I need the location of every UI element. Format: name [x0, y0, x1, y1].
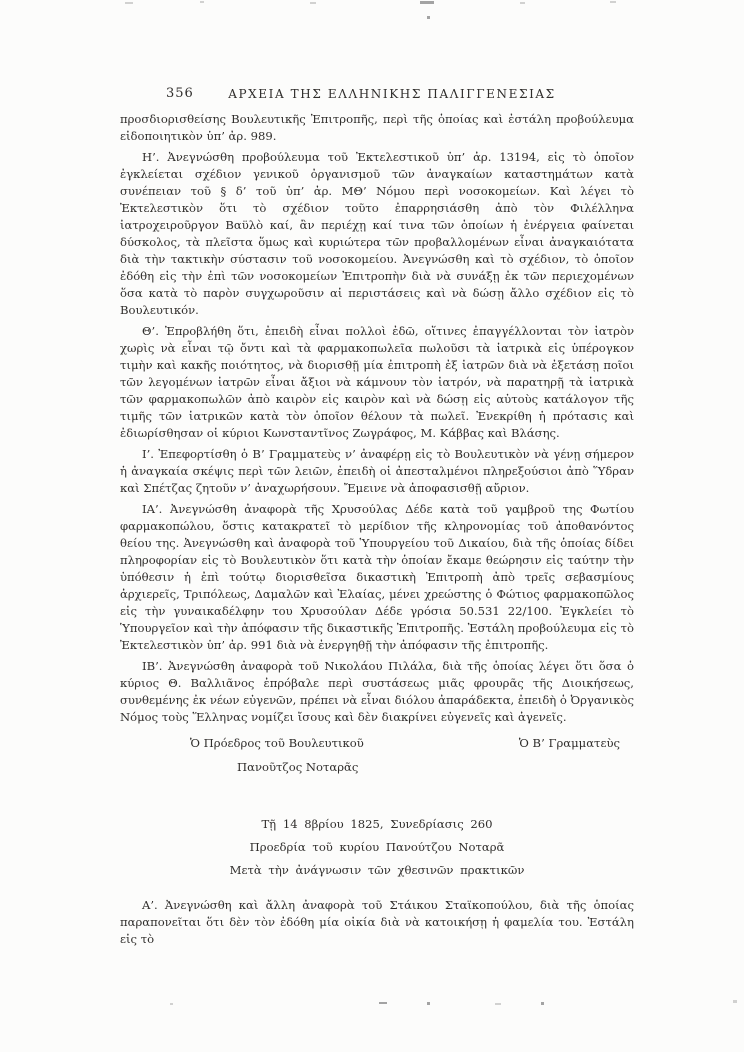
signature-secretary-title: Ὁ Β’ Γραμματεὺς — [518, 736, 620, 750]
scan-speck — [427, 1002, 430, 1005]
scan-speck — [200, 1, 204, 3]
paragraph-item-IA: ΙΑ’. Ἀνεγνώσθη ἀναφορὰ τῆς Χρυσούλας Δέδε κατὰ τοῦ γαμβροῦ της Φωτίου φαρμακοπώλου, ὅστις κατακρατεῖ τὸ μερίδιον τῆς κληρονομίας τοῦ ἀποθανόντος θείου της. Ἀνεγνώσθη καὶ ἀναφορὰ τοῦ Ὑπουργείου τοῦ Δικαίου, διὰ τῆς ὁποίας δίδει πληροφορίαν εἰς τὸ Βουλευτικὸν ὅτι κατὰ τὴν ὁποίαν ἔκαμε θεώρησιν εἰς ταύτην τὴν ὑπόθεσιν ἡ ἐπὶ τούτῳ διορισθεῖσα δικαστικὴ Ἐπιτροπὴ ἀπὸ τρεῖς σεβασμίους ἀρχιερεῖς, Τριπόλεως, Δαμαλῶν καὶ Ἐλαίας, μένει χρεώστης ὁ Φώτιος φαρμακοπῶλος εἰς τὴν γυναικαδέλφην του Χρυσούλαν Δέδε γρόσια 50.531 22/100. Ἐγκλείει τὸ Ὑπουργεῖον καὶ τὴν ἀπόφασιν τῆς δικαστικῆς Ἐπιτροπῆς. Ἐστάλη προβούλευμα εἰς τὸ Ἐκτελεστικὸν ὑπ’ ἀρ. 991 διὰ νὰ ἐνεργηθῇ τὴν ἀπόφασιν τῆς ἐπιτροπῆς. — [120, 502, 634, 652]
scan-speck — [520, 2, 525, 4]
paragraph-item-Th: Θ’. Ἐπροβλήθη ὅτι, ἐπειδὴ εἶναι πολλοὶ ἐδῶ, οἵτινες ἐπαγγέλλονται τὸν ἰατρὸν χωρὶς νὰ εἶναι τῷ ὄντι καὶ τὰ φαρμακοπωλεῖα πωλοῦσι τὰ ἰατρικὰ εἰς ὑπέρογκον τιμὴν καὶ κακῆς ποιότητος, νὰ διορισθῇ μία ἐπιτροπὴ ἐξ ἰατρῶν διὰ νὰ ἐξετάσῃ ποῖοι τῶν λεγομένων ἰατρῶν εἶναι ἄξιοι νὰ κάμνουν τὸν ἰατρόν, νὰ παρατηρῇ τὰ ἰατρικὰ τῶν φαρμακοπωλῶν ἀπὸ καιρὸν εἰς καιρὸν καὶ νὰ δώσῃ εἰς αὐτοὺς κατάλογον τῆς τιμῆς τῶν ἰατρικῶν κατὰ τὸν ὁποῖον θέλουν τὰ πωλεῖ. Ἐνεκρίθη ἡ πρότασις καὶ ἐδιωρίσθησαν οἱ κύριοι Κωνσταντῖνος Ζωγράφος, Μ. Κάββας καὶ Βλάσης. — [120, 324, 634, 440]
scan-speck — [125, 2, 133, 4]
scan-speck — [310, 2, 316, 4]
scan-speck — [495, 1003, 501, 1005]
session-presidency-line: Προεδρία τοῦ κυρίου Πανούτζου Νοταρᾶ — [249, 840, 505, 854]
paragraph-item-IB: ΙΒ’. Ἀνεγνώσθη ἀναφορὰ τοῦ Νικολάου Πιλάλα, διὰ τῆς ὁποίας λέγει ὅτι ὅσα ὁ κύριος Θ. Βαλλιᾶνος ἐπρόβαλε περὶ συστάσεως μιᾶς φρουρᾶς τῆς Διοικήσεως, συνθεμένης ἐκ νέων εὐγενῶν, πρέπει νὰ εἶναι διόλου ἀπαράδεκτα, ἐπειδὴ ὁ Ὀργανικὸς Νόμος τοὺς Ἕλληνας νομίζει ἴσους καὶ δὲν διακρίνει εὐγενεῖς καὶ ἀγενεῖς. — [120, 659, 634, 724]
paragraph-item-H: Η’. Ἀνεγνώσθη προβούλευμα τοῦ Ἐκτελεστικοῦ ὑπ’ ἀρ. 13194, εἰς τὸ ὁποῖον ἐγκλείεται σχέδιον γενικοῦ ὀργανισμοῦ τῶν ἀναγκαίων καταστημάτων κατὰ συνέπειαν τοῦ § δ’ τοῦ ὑπ’ ἀρ. ΜΘ’ Νόμου περὶ νοσοκομείων. Καὶ λέγει τὸ Ἐκτελεστικὸν ὅτι τὸ σχέδιον τοῦτο ἐπαρρησιάσθη ἀπὸ τὸν Φιλέλληνα ἰατροχειροῦργον Βαϋλὸ καί, ἂν περιέχῃ καί τινα τῶν ὁποίων ἡ ἐνέργεια φαίνεται δύσκολος, τὰ πλεῖστα ὅμως καὶ κυριώτερα τῶν προβαλλομένων εἶναι ἀναγκαιότατα διὰ τὴν τακτικὴν σύστασιν τοῦ νοσοκομείου. Ἀνεγνώσθη καὶ τὸ σχέδιον, τὸ ὁποῖον ἐδόθη εἰς τὴν ἐπὶ τῶν νοσοκομείων Ἐπιτροπὴν διὰ νὰ συνάξῃ ἐκ τῶν περιεχομένων ὅσα κατὰ τὸ παρὸν συγχωροῦσιν αἱ περιστάσεις καὶ νὰ δώσῃ ἄλλο σχέδιον εἰς τὸ Βουλευτικόν. — [120, 150, 634, 317]
paragraph-item-A: Α’. Ἀνεγνώσθη καὶ ἄλλη ἀναφορὰ τοῦ Στάικου Σταϊκοπούλου, διὰ τῆς ὁποίας παραπονεῖται ὅτι δὲν τὸν ἐδόθη μία οἰκία διὰ νὰ κατοικήσῃ ἡ φαμελία του. Ἐστάλη εἰς τὸ — [120, 898, 634, 946]
page-header — [120, 86, 634, 102]
scan-speck — [541, 1002, 544, 1005]
signature-president-name: Πανοῦτζος Νοταρᾶς — [237, 760, 359, 774]
session-after-reading-line: Μετὰ τὴν ἀνάγνωσιν τῶν χθεσινῶν πρακτικῶν — [229, 863, 525, 877]
paragraph-continuation: προσδιορισθείσης Βουλευτικῆς Ἐπιτροπῆς, περὶ τῆς ὁποίας καὶ ἐστάλη προβούλευμα εἰδοποιητικὸν ὑπ’ ἀρ. 989. — [120, 112, 634, 143]
session-date-line: Τῇ 14 8βρίου 1825, Συνεδρίασις 260 — [261, 817, 493, 831]
session-heading — [120, 816, 634, 879]
paragraph-item-I: Ι’. Ἐπεφορτίσθη ὁ Β’ Γραμματεὺς ν’ ἀναφέρῃ εἰς τὸ Βουλευτικὸν νὰ γένῃ σήμερον ἡ ἀναγκαία σκέψις περὶ τῶν λειῶν, ἐπειδὴ οἱ ἀπεσταλμένοι πληρεξούσιοι ἀπὸ Ὕδραν καὶ Σπέτζας ζητοῦν ν’ ἀναχωρήσουν. Ἔμεινε νὰ ἀποφασισθῇ αὔριον. — [120, 447, 634, 495]
scan-speck — [420, 1, 434, 4]
signature-president-title: Ὁ Πρόεδρος τοῦ Βουλευτικοῦ — [190, 736, 364, 750]
scan-speck — [610, 1, 616, 3]
scan-speck — [379, 1002, 387, 1004]
running-title: ΑΡΧΕΙΑ ΤΗΣ ΕΛΛΗΝΙΚΗΣ ΠΑΛΙΓΓΕΝΕΣΙΑΣ — [228, 87, 556, 101]
scan-speck — [170, 1003, 173, 1005]
signature-block — [120, 735, 634, 752]
page-body — [120, 111, 634, 952]
scan-speck — [427, 16, 430, 19]
scan-speck — [733, 1000, 737, 1003]
page-number: 356 — [166, 86, 194, 101]
